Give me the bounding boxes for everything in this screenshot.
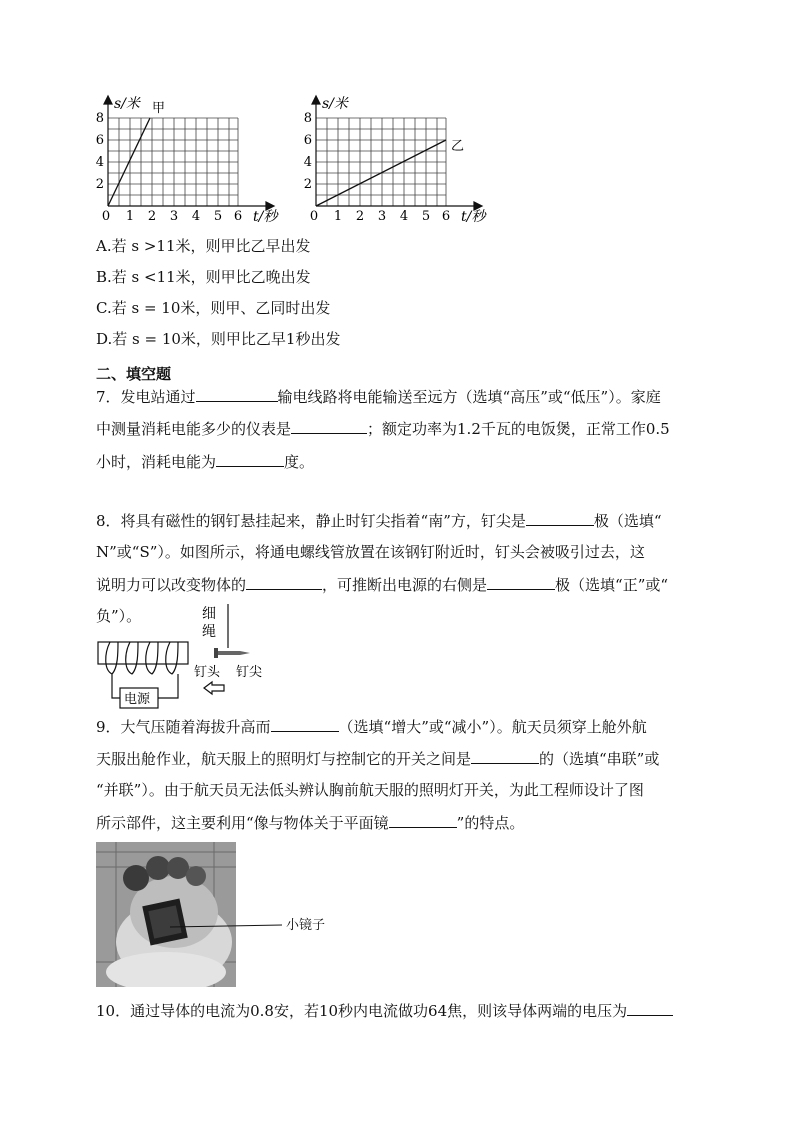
q7-text: 输电线路将电能输送至远方（选填“高压”或“低压”）。家庭 bbox=[277, 388, 661, 406]
q8-text: 极（选填“ bbox=[593, 512, 662, 530]
q9-line3: “并联”）。由于航天员无法低头辨认胸前航天服的照明灯开关，为此工程师设计了图 bbox=[96, 781, 644, 799]
option-b: B.若 s <11米，则甲比乙晚出发 bbox=[96, 268, 311, 286]
q9-text: 的（选填“串联”或 bbox=[539, 750, 660, 768]
answer-blank[interactable] bbox=[471, 748, 539, 764]
x-tick-label: 6 bbox=[233, 209, 243, 224]
option-d: D.若 s = 10米，则甲比乙早1秒出发 bbox=[96, 330, 341, 348]
y-tick-label: 4 bbox=[95, 155, 104, 170]
x-tick-label: 5 bbox=[421, 209, 431, 224]
q9-text: 9．大气压随着海拔升高而 bbox=[96, 718, 271, 736]
q9-text: 所示部件，这主要利用“像与物体关于平面镜 bbox=[96, 814, 389, 832]
q8-line2: N”或“S”）。如图所示，将通电螺线管放置在该钢钉附近时，钉头会被吸引过去，这 bbox=[96, 543, 645, 561]
q7-text: 7．发电站通过 bbox=[96, 388, 196, 406]
rope-label-2: 绳 bbox=[202, 624, 216, 640]
option-a: A.若 s >11米，则甲比乙早出发 bbox=[96, 237, 311, 255]
q8-text: ，可推断出电源的右侧是 bbox=[322, 576, 488, 594]
x-tick-label: 2 bbox=[147, 209, 157, 224]
y-tick-label: 8 bbox=[303, 111, 312, 126]
answer-blank[interactable] bbox=[389, 812, 457, 828]
q8-text: 说明力可以改变物体的 bbox=[96, 576, 247, 594]
q9-line1 bbox=[96, 716, 647, 737]
y-axis-unit: s/米 bbox=[114, 96, 140, 112]
arrow-left-icon bbox=[204, 682, 224, 694]
y-tick-label: 6 bbox=[303, 133, 312, 148]
q9-text: ”的特点。 bbox=[456, 814, 525, 832]
x-tick-label: 0 bbox=[309, 209, 319, 224]
y-tick-label: 6 bbox=[95, 133, 104, 148]
graph-jia bbox=[88, 90, 288, 225]
answer-blank[interactable] bbox=[246, 574, 322, 590]
q7-line2 bbox=[96, 418, 670, 439]
x-tick-label: 1 bbox=[125, 209, 135, 224]
q8-line3 bbox=[96, 574, 668, 595]
q9-text: 天服出舱作业，航天服上的照明灯与控制它的开关之间是 bbox=[96, 750, 472, 768]
q8-line4: 负”）。 bbox=[96, 607, 142, 625]
q9-line2 bbox=[96, 748, 659, 769]
series-label: 乙 bbox=[451, 139, 465, 154]
q8-text: 极（选填“正”或“ bbox=[555, 576, 669, 594]
series-label: 甲 bbox=[152, 101, 166, 116]
q7-line3 bbox=[96, 451, 314, 472]
q7-text: 度。 bbox=[284, 453, 315, 471]
nail-shank bbox=[218, 651, 240, 655]
answer-blank[interactable] bbox=[291, 418, 367, 434]
q8-text: 8．将具有磁性的钢钉悬挂起来，静止时钉尖指着“南”方，钉尖是 bbox=[96, 512, 526, 530]
answer-blank[interactable] bbox=[627, 1000, 673, 1016]
q7-text: ；额定功率为1.2千瓦的电饭煲，正常工作0.5 bbox=[367, 420, 670, 438]
x-tick-label: 2 bbox=[355, 209, 365, 224]
x-tick-labels bbox=[102, 209, 242, 224]
y-tick-label: 2 bbox=[303, 177, 312, 192]
x-tick-label: 5 bbox=[213, 209, 223, 224]
q9-text: （选填“增大”或“减小”）。航天员须穿上舱外航 bbox=[338, 718, 647, 736]
section-title: 二、填空题 bbox=[96, 365, 172, 383]
graph-yi bbox=[296, 90, 496, 225]
solenoid-diagram bbox=[90, 598, 280, 710]
nail-tip-label: 钉尖 bbox=[236, 665, 263, 680]
answer-blank[interactable] bbox=[216, 451, 284, 467]
photo-label: 小镜子 bbox=[286, 918, 326, 933]
q7-text: 小时，消耗电能为 bbox=[96, 453, 217, 471]
x-tick-label: 4 bbox=[399, 209, 409, 224]
y-tick-label: 8 bbox=[95, 111, 104, 126]
solenoid-coil bbox=[106, 642, 178, 674]
answer-blank[interactable] bbox=[526, 510, 594, 526]
power-label: 电源 bbox=[124, 692, 151, 707]
q10-text: 10．通过导体的电流为0.8安，若10秒内电流做功64焦，则该导体两端的电压为 bbox=[96, 1002, 628, 1020]
answer-blank[interactable] bbox=[196, 386, 278, 402]
x-tick-labels bbox=[310, 209, 450, 224]
option-c: C.若 s = 10米，则甲、乙同时出发 bbox=[96, 299, 331, 317]
graph-grid bbox=[316, 118, 446, 206]
q10-line1 bbox=[96, 1000, 673, 1021]
y-tick-labels bbox=[96, 111, 104, 192]
x-tick-label: 1 bbox=[333, 209, 343, 224]
answer-blank[interactable] bbox=[487, 574, 555, 590]
q9-line4 bbox=[96, 812, 524, 833]
q8-line1 bbox=[96, 510, 662, 531]
graph-axes bbox=[104, 96, 274, 210]
nail-head-label: 钉头 bbox=[194, 665, 221, 680]
x-tick-label: 3 bbox=[377, 209, 387, 224]
x-tick-label: 3 bbox=[169, 209, 179, 224]
x-tick-label: 6 bbox=[441, 209, 451, 224]
x-tick-label: 0 bbox=[101, 209, 111, 224]
solenoid-core bbox=[98, 642, 188, 664]
nail-head bbox=[214, 648, 218, 658]
rope-label-1: 细 bbox=[202, 606, 216, 622]
x-axis-unit: t/秒 bbox=[461, 209, 486, 225]
nail-tip bbox=[240, 651, 250, 655]
y-axis-unit: s/米 bbox=[322, 96, 348, 112]
y-tick-labels bbox=[304, 111, 312, 192]
y-tick-label: 4 bbox=[303, 155, 312, 170]
y-tick-label: 2 bbox=[95, 177, 104, 192]
x-tick-label: 4 bbox=[191, 209, 201, 224]
graph-grid bbox=[108, 118, 238, 206]
q7-text: 中测量消耗电能多少的仪表是 bbox=[96, 420, 292, 438]
q7-line1 bbox=[96, 386, 661, 407]
mirror-leader-line bbox=[170, 915, 290, 935]
answer-blank[interactable] bbox=[271, 716, 339, 732]
x-axis-unit: t/秒 bbox=[253, 209, 278, 225]
